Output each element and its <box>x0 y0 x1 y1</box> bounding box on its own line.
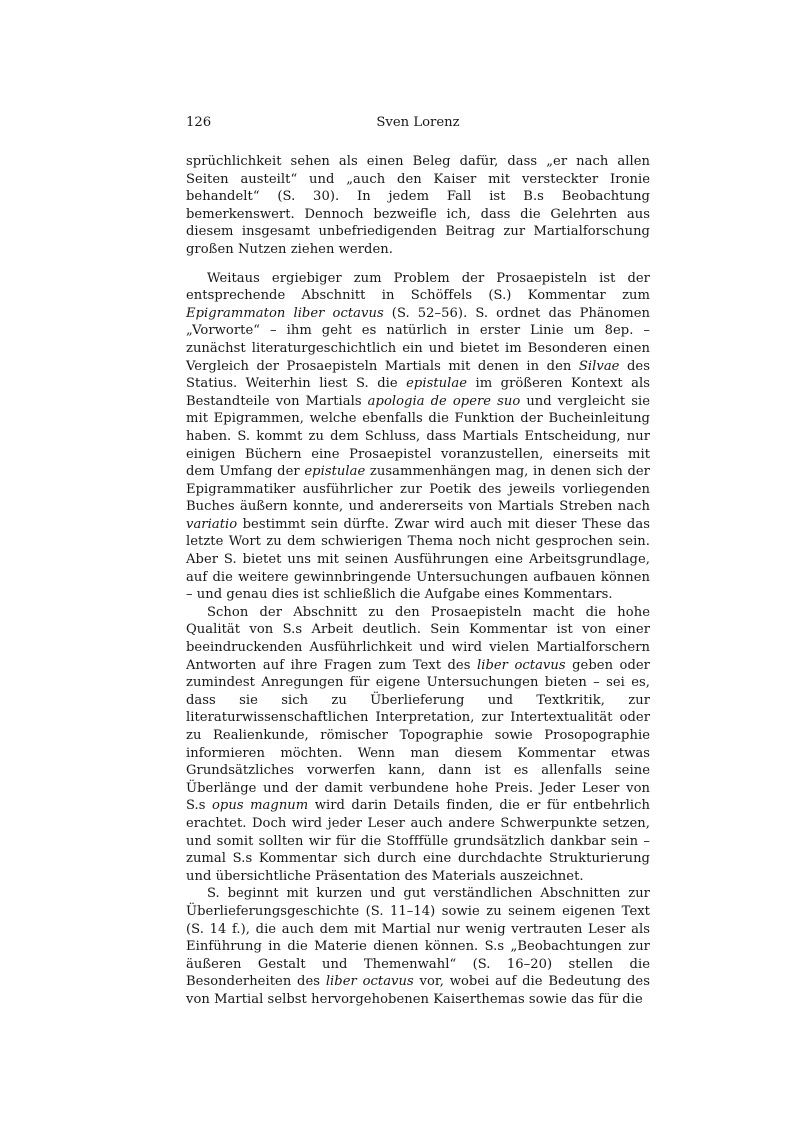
italic-phrase: Epigrammaton liber octavus <box>186 305 384 321</box>
text-run: wird darin Details finden, die er für entbehrlich erachtet. Doch wird jeder Leser auch andere Schwerpunkte setzen, und somit sollten wir für die Stofffülle grundsätzlich dankbar sein – zumal S.s Kommentar sich durch eine durchdachte Strukturierung und übersichtliche Präsentation des Materials auszeichnet. <box>186 798 651 884</box>
text-run: des Statius. Weiterhin liest S. die <box>186 358 650 392</box>
italic-phrase: liber octavus <box>476 657 566 673</box>
text-run: und vergleicht sie mit Epigrammen, welche ebenfalls die Funktion der Bucheinleitung haben. S. kommt zu dem Schluss, dass Martials Entscheidung, nur einigen Büchern eine Prosaepistel voranzustellen, einerseits mit dem Umfang der <box>186 393 650 480</box>
text-run: geben oder zumindest Anregungen für eigene Untersuchungen bieten – sei es, dass sie sich zu Überlieferung und Textkritik, zur literaturwissenschaftlichen Interpretation, zur Intertextualität oder zu Realienkunde, römischer Topographie sowie Prosopographie informieren möchten. Wenn man diesem Kommentar etwas Grundsätzliches vorwerfen kann, dann ist es allenfalls seine Überlänge und der damit verbundene hohe Preis. Jeder Leser von S.s <box>186 657 650 814</box>
page <box>186 115 650 1009</box>
paragraph-4 <box>186 885 650 1008</box>
running-head: Sven Lorenz <box>376 115 460 130</box>
italic-phrase: apologia de opere suo <box>367 393 521 409</box>
body-text <box>186 153 650 1009</box>
text-run: vor, wobei auf die Bedeutung des von Martial selbst hervorgehobenen Kaiserthemas sowie das für die <box>186 974 650 1007</box>
italic-phrase: opus magnum <box>212 798 309 814</box>
paragraph-2 <box>186 270 650 604</box>
paragraph-1 <box>186 153 650 259</box>
text-run: bestimmt sein dürfte. Zwar wird auch mit dieser These das letzte Wort zu dem schwierigen Thema noch nicht gesprochen sein. Aber S. bietet uns mit seinen Ausführungen eine Arbeitsgrundlage, auf die weitere gewinnbringende Untersuchungen aufbauen können – und genau dies ist schließlich die Aufgabe eines Kommentars. <box>186 516 650 603</box>
paragraph-3 <box>186 604 650 886</box>
italic-phrase: liber octavus <box>325 974 414 990</box>
page-header <box>186 115 650 131</box>
italic-phrase: Silvae <box>578 358 620 374</box>
text-run: zusammenhängen mag, in denen sich der Epigrammatiker ausführlicher zur Poetik des jeweils vorliegenden Buches äußern konnte, und andererseits von Martials Streben nach <box>186 464 650 515</box>
page-number: 126 <box>186 115 212 130</box>
text-run: Schon der Abschnitt zu den Prosaepisteln macht die hohe Qualität von S.s Arbeit deutlich. Sein Kommentar ist von einer beeindruckenden Ausführlichkeit und wird vielen Martialforschern Antworten auf ihre Fragen zum Text des <box>186 604 650 673</box>
italic-phrase: variatio <box>186 516 238 532</box>
italic-phrase: epistulae <box>304 464 366 480</box>
italic-phrase: epistulae <box>406 376 468 392</box>
text-run: sprüchlichkeit sehen als einen Beleg dafür, dass „er nach allen Seiten austeilt“ und „auch den Kaiser mit versteckter Ironie behandelt“ (S. 30). In jedem Fall ist B.s Beobachtung bemerkenswert. Dennoch bezweifle ich, dass die Gelehrten aus diesem insgesamt unbefriedigenden Beitrag zur Martialforschung großen Nutzen ziehen werden. <box>186 154 650 257</box>
text-run: Weitaus ergiebiger zum Problem der Prosaepisteln ist der entsprechende Abschnitt in Schöffels (S.) Kommentar zum <box>186 270 650 304</box>
text-run: im größeren Kontext als Bestandteile von Martials <box>186 376 650 409</box>
text-run: S. beginnt mit kurzen und gut verständlichen Abschnitten zur Überlieferungsgeschichte (S. 11–14) sowie zu seinem eigenen Text (S. 14 f.), die auch dem mit Martial nur wenig vertrauten Leser als Einführung in die Materie dienen können. S.s „Beobachtungen zur äußeren Gestalt und Themenwahl“ (S. 16–20) stellen die Besonderheiten des <box>186 886 650 990</box>
text-run: (S. 52–56). S. ordnet das Phänomen „Vorworte“ – ihm geht es natürlich in erster Linie um 8ep. – zunächst literaturgeschichtlich ein und bietet im Besonderen einen Vergleich der Prosaepisteln Martials mit denen in den <box>186 305 651 374</box>
